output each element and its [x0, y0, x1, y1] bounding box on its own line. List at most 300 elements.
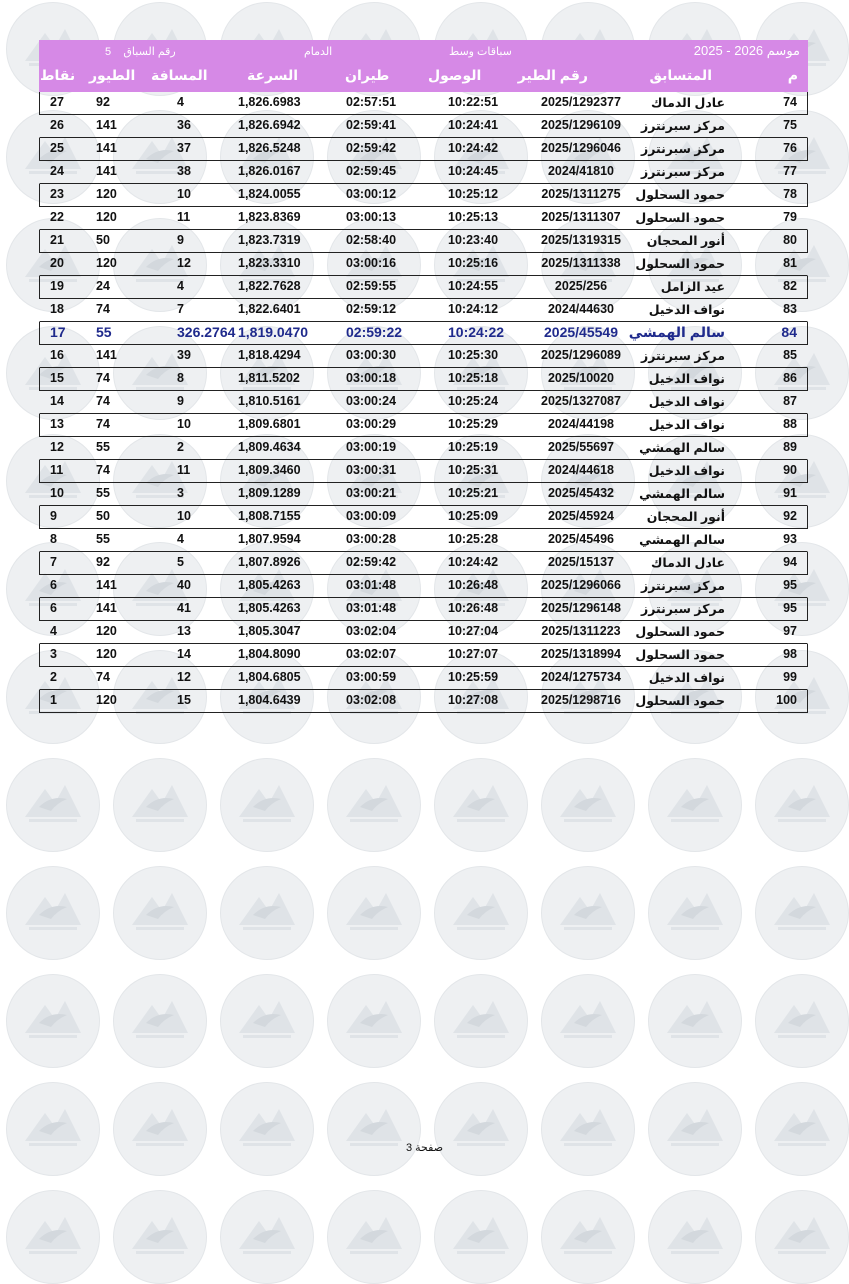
- cell-points: 6: [50, 578, 57, 592]
- cell-rank: 99: [783, 670, 797, 684]
- cell-points: 13: [50, 417, 64, 431]
- cell-distance: 39: [177, 348, 191, 362]
- cell-arrival: 10:25:12: [448, 187, 499, 201]
- cell-birds: 120: [96, 647, 117, 661]
- cell-arrival: 10:25:18: [448, 371, 499, 385]
- table-row: [39, 345, 808, 368]
- table-row: [39, 644, 808, 667]
- watermark-logo: [113, 1190, 207, 1284]
- cell-name: مركز سبرنترز: [641, 579, 725, 593]
- cell-birds: 55: [96, 324, 112, 340]
- watermark-logo: [541, 1082, 635, 1176]
- table-row: [39, 621, 808, 644]
- cell-points: 22: [50, 210, 64, 224]
- cell-ring: 2025/1319315: [541, 233, 621, 247]
- race-number-value: 5: [105, 46, 112, 58]
- cell-rank: 100: [776, 693, 797, 707]
- cell-flight: 03:00:59: [346, 670, 397, 684]
- watermark-logo: [541, 866, 635, 960]
- cell-name: نواف الدخيل: [648, 464, 725, 478]
- cell-ring: 2025/1311307: [541, 210, 621, 224]
- watermark-logo: [648, 758, 742, 852]
- cell-points: 15: [50, 371, 64, 385]
- cell-speed: 1,824.0055: [238, 187, 301, 201]
- col-distance: المسافة: [151, 67, 208, 83]
- watermark-logo: [113, 1082, 207, 1176]
- table-row: [39, 391, 808, 414]
- cell-speed: 1,805.3047: [238, 624, 301, 638]
- table-row: [39, 506, 808, 529]
- cell-speed: 1,809.4634: [238, 440, 301, 454]
- cell-rank: 95: [783, 578, 797, 592]
- table-row: [39, 161, 808, 184]
- cell-flight: 03:00:12: [346, 187, 397, 201]
- cell-flight: 02:58:40: [346, 233, 397, 247]
- cell-speed: 1,818.4294: [238, 348, 301, 362]
- cell-ring: 2025/1292377: [541, 95, 621, 109]
- cell-name: نواف الدخيل: [648, 372, 725, 386]
- cell-ring: 2025/1327087: [541, 394, 621, 408]
- cell-rank: 87: [783, 394, 797, 408]
- table-row: [39, 230, 808, 253]
- cell-name: مركز سبرنترز: [641, 349, 725, 363]
- cell-flight: 03:00:24: [346, 394, 397, 408]
- watermark-logo: [434, 758, 528, 852]
- cell-arrival: 10:24:41: [448, 118, 499, 132]
- cell-rank: 93: [783, 532, 797, 546]
- cell-flight: 02:57:51: [346, 95, 397, 109]
- cell-rank: 85: [783, 348, 797, 362]
- cell-arrival: 10:27:07: [448, 647, 499, 661]
- cell-speed: 1,822.7628: [238, 279, 301, 293]
- cell-flight: 03:00:31: [346, 463, 397, 477]
- cell-ring: 2024/44630: [547, 302, 615, 316]
- cell-distance: 13: [177, 624, 191, 638]
- watermark-logo: [648, 1190, 742, 1284]
- cell-birds: 120: [96, 624, 117, 638]
- cell-flight: 03:02:08: [346, 693, 397, 707]
- cell-birds: 50: [96, 233, 110, 247]
- cell-birds: 92: [96, 95, 110, 109]
- cell-points: 3: [50, 647, 57, 661]
- cell-points: 19: [50, 279, 64, 293]
- table-body: [39, 92, 808, 713]
- watermark-logo: [113, 974, 207, 1068]
- watermark-logo: [434, 1082, 528, 1176]
- watermark-logo: [6, 758, 100, 852]
- table-row: [39, 552, 808, 575]
- cell-flight: 03:00:18: [346, 371, 397, 385]
- cell-arrival: 10:25:59: [448, 670, 499, 684]
- cell-flight: 02:59:55: [346, 279, 397, 293]
- cell-speed: 1,805.4263: [238, 578, 301, 592]
- cell-arrival: 10:27:04: [448, 624, 499, 638]
- cell-birds: 141: [96, 348, 117, 362]
- cell-speed: 1,804.8090: [238, 647, 301, 661]
- watermark-logo: [541, 1190, 635, 1284]
- cell-rank: 74: [783, 95, 797, 109]
- cell-speed: 1,804.6439: [238, 693, 301, 707]
- watermark-logo: [327, 866, 421, 960]
- cell-name: مركز سبرنترز: [641, 165, 725, 179]
- watermark-logo: [755, 1190, 849, 1284]
- cell-name: نواف الدخيل: [648, 395, 725, 409]
- table-row: [39, 667, 808, 690]
- cell-name: سالم الهمشي: [628, 324, 725, 340]
- watermark-logo: [648, 1082, 742, 1176]
- table-row: [39, 598, 808, 621]
- cell-rank: 86: [783, 371, 797, 385]
- cell-name: حمود السحلول: [635, 648, 725, 662]
- cell-distance: 4: [177, 95, 184, 109]
- cell-name: عيد الزامل: [660, 280, 725, 294]
- cell-distance: 15: [177, 693, 191, 707]
- cell-rank: 75: [783, 118, 797, 132]
- cell-speed: 1,809.3460: [238, 463, 301, 477]
- cell-points: 16: [50, 348, 64, 362]
- cell-birds: 74: [96, 670, 110, 684]
- cell-birds: 24: [96, 279, 110, 293]
- cell-rank: 89: [783, 440, 797, 454]
- table-row: [39, 414, 808, 437]
- cell-arrival: 10:24:22: [448, 324, 505, 340]
- col-rank: م: [787, 67, 798, 83]
- table-row: [39, 460, 808, 483]
- cell-distance: 10: [177, 509, 191, 523]
- cell-rank: 88: [783, 417, 797, 431]
- cell-speed: 1,809.6801: [238, 417, 301, 431]
- cell-ring: 2024/1275734: [541, 670, 621, 684]
- cell-flight: 02:59:42: [346, 555, 397, 569]
- cell-arrival: 10:23:40: [448, 233, 499, 247]
- table-row: [39, 138, 808, 161]
- watermark-logo: [434, 974, 528, 1068]
- table-row: [39, 322, 808, 345]
- cell-rank: 82: [783, 279, 797, 293]
- cell-arrival: 10:25:30: [448, 348, 499, 362]
- cell-ring: 2025/45496: [547, 532, 615, 546]
- cell-ring: 2025/45924: [547, 509, 615, 523]
- cell-rank: 91: [783, 486, 797, 500]
- cell-speed: 1,823.3310: [238, 256, 301, 270]
- cell-arrival: 10:25:19: [448, 440, 499, 454]
- table-header: [39, 40, 808, 92]
- watermark-logo: [6, 974, 100, 1068]
- cell-distance: 12: [177, 256, 191, 270]
- cell-points: 6: [50, 601, 57, 615]
- watermark-logo: [113, 758, 207, 852]
- cell-distance: 12: [177, 670, 191, 684]
- race-number-label: رقم السباق: [123, 46, 176, 58]
- race-type-label: سباقات وسط: [449, 46, 512, 58]
- cell-distance: 8: [177, 371, 184, 385]
- cell-arrival: 10:25:21: [448, 486, 499, 500]
- cell-arrival: 10:25:31: [448, 463, 499, 477]
- cell-distance: 9: [177, 233, 184, 247]
- cell-distance: 11: [177, 210, 191, 224]
- cell-points: 18: [50, 302, 64, 316]
- watermark-logo: [541, 974, 635, 1068]
- cell-birds: 50: [96, 509, 110, 523]
- cell-flight: 02:59:12: [346, 302, 397, 316]
- watermark-logo: [327, 758, 421, 852]
- cell-points: 7: [50, 555, 57, 569]
- cell-name: عادل الدماك: [650, 556, 725, 570]
- watermark-logo: [220, 974, 314, 1068]
- cell-ring: 2024/41810: [547, 164, 615, 178]
- cell-points: 11: [50, 463, 64, 477]
- col-ring: رقم الطير: [517, 67, 588, 83]
- cell-distance: 38: [177, 164, 191, 178]
- watermark-logo: [327, 974, 421, 1068]
- watermark-logo: [648, 866, 742, 960]
- cell-ring: 2025/15137: [547, 555, 615, 569]
- watermark-logo: [434, 1190, 528, 1284]
- cell-birds: 74: [96, 302, 110, 316]
- watermark-logo: [648, 974, 742, 1068]
- city-label: الدمام: [304, 46, 333, 58]
- cell-ring: 2025/1296046: [541, 141, 621, 155]
- table-row: [39, 115, 808, 138]
- cell-ring: 2025/1296109: [541, 118, 621, 132]
- cell-birds: 141: [96, 578, 117, 592]
- cell-name: أنور المحجان: [646, 510, 725, 524]
- table-row: [39, 92, 808, 115]
- cell-speed: 1,823.7319: [238, 233, 301, 247]
- cell-birds: 55: [96, 440, 110, 454]
- cell-birds: 120: [96, 256, 117, 270]
- cell-points: 24: [50, 164, 64, 178]
- cell-rank: 78: [783, 187, 797, 201]
- cell-name: حمود السحلول: [635, 694, 725, 708]
- cell-speed: 1,826.0167: [238, 164, 301, 178]
- page-number: صفحة 3: [405, 1142, 444, 1154]
- cell-speed: 1,819.0470: [238, 324, 309, 340]
- watermark-logo: [541, 758, 635, 852]
- cell-distance: 4: [177, 532, 184, 546]
- cell-name: سالم الهمشي: [639, 487, 725, 501]
- cell-distance: 10: [177, 187, 191, 201]
- table-row: [39, 299, 808, 322]
- watermark-logo: [6, 1082, 100, 1176]
- table-row: [39, 207, 808, 230]
- cell-ring: 2024/44618: [547, 463, 615, 477]
- table-row: [39, 483, 808, 506]
- cell-points: 8: [50, 532, 57, 546]
- cell-rank: 92: [783, 509, 797, 523]
- cell-distance: 5: [177, 555, 184, 569]
- cell-flight: 03:00:28: [346, 532, 397, 546]
- cell-name: نواف الدخيل: [648, 418, 725, 432]
- cell-ring: 2025/1296089: [541, 348, 621, 362]
- cell-name: مركز سبرنترز: [641, 602, 725, 616]
- cell-speed: 1,807.8926: [238, 555, 301, 569]
- cell-arrival: 10:25:24: [448, 394, 499, 408]
- cell-rank: 94: [783, 555, 797, 569]
- cell-birds: 141: [96, 118, 117, 132]
- cell-ring: 2025/1311223: [541, 624, 621, 638]
- cell-rank: 97: [783, 624, 797, 638]
- cell-distance: 41: [177, 601, 191, 615]
- table-row: [39, 253, 808, 276]
- cell-speed: 1,826.5248: [238, 141, 301, 155]
- cell-name: نواف الدخيل: [648, 303, 725, 317]
- cell-rank: 98: [783, 647, 797, 661]
- cell-arrival: 10:24:42: [448, 555, 499, 569]
- cell-flight: 03:02:04: [346, 624, 397, 638]
- watermark-logo: [220, 1190, 314, 1284]
- cell-points: 26: [50, 118, 64, 132]
- col-flight: طيران: [345, 67, 390, 83]
- cell-distance: 10: [177, 417, 191, 431]
- cell-speed: 1,826.6983: [238, 95, 301, 109]
- cell-birds: 141: [96, 141, 117, 155]
- cell-rank: 77: [783, 164, 797, 178]
- cell-speed: 1,807.9594: [238, 532, 301, 546]
- cell-points: 23: [50, 187, 64, 201]
- cell-speed: 1,823.8369: [238, 210, 301, 224]
- watermark-logo: [220, 1082, 314, 1176]
- cell-name: مركز سبرنترز: [641, 119, 725, 133]
- cell-speed: 1,811.5202: [238, 371, 300, 385]
- cell-distance: 40: [177, 578, 191, 592]
- cell-birds: 141: [96, 601, 117, 615]
- cell-rank: 95: [783, 601, 797, 615]
- cell-arrival: 10:24:42: [448, 141, 499, 155]
- cell-name: نواف الدخيل: [648, 671, 725, 685]
- cell-birds: 92: [96, 555, 110, 569]
- table-row: [39, 184, 808, 207]
- cell-speed: 1,810.5161: [238, 394, 301, 408]
- cell-birds: 74: [96, 417, 110, 431]
- cell-points: 14: [50, 394, 64, 408]
- watermark-logo: [755, 974, 849, 1068]
- cell-ring: 2025/1296066: [541, 578, 621, 592]
- cell-birds: 141: [96, 164, 117, 178]
- watermark-logo: [6, 866, 100, 960]
- cell-distance: 3: [177, 486, 184, 500]
- watermark-logo: [755, 866, 849, 960]
- cell-arrival: 10:26:48: [448, 601, 499, 615]
- cell-flight: 03:00:19: [346, 440, 397, 454]
- season-label: موسم 2026 - 2025: [693, 43, 800, 58]
- cell-distance: 7: [177, 302, 184, 316]
- race-number: [105, 45, 176, 58]
- cell-name: حمود السحلول: [635, 625, 725, 639]
- cell-distance: 37: [177, 141, 191, 155]
- cell-rank: 84: [781, 324, 797, 340]
- cell-speed: 1,805.4263: [238, 601, 301, 615]
- cell-name: سالم الهمشي: [639, 533, 725, 547]
- cell-ring: 2025/1311275: [541, 187, 621, 201]
- cell-ring: 2024/44198: [547, 417, 615, 431]
- cell-arrival: 10:24:55: [448, 279, 499, 293]
- cell-birds: 120: [96, 187, 117, 201]
- table-row: [39, 529, 808, 552]
- cell-flight: 02:59:22: [346, 324, 403, 340]
- cell-distance: 9: [177, 394, 184, 408]
- cell-points: 2: [50, 670, 57, 684]
- cell-flight: 03:00:09: [346, 509, 397, 523]
- cell-ring: 2025/10020: [547, 371, 615, 385]
- cell-arrival: 10:25:29: [448, 417, 499, 431]
- col-points: نقاط: [40, 67, 76, 83]
- cell-rank: 83: [783, 302, 797, 316]
- watermark-logo: [6, 1190, 100, 1284]
- table-row: [39, 276, 808, 299]
- cell-name: حمود السحلول: [635, 188, 725, 202]
- watermark-logo: [434, 866, 528, 960]
- cell-name: حمود السحلول: [635, 211, 725, 225]
- cell-distance: 2: [177, 440, 184, 454]
- cell-birds: 74: [96, 394, 110, 408]
- table-row: [39, 690, 808, 713]
- cell-ring: 2025/45549: [544, 324, 618, 340]
- cell-points: 27: [50, 95, 64, 109]
- cell-rank: 81: [783, 256, 797, 270]
- cell-birds: 55: [96, 532, 110, 546]
- cell-speed: 1,822.6401: [238, 302, 301, 316]
- watermark-logo: [755, 1082, 849, 1176]
- cell-ring: 2025/1318994: [541, 647, 621, 661]
- cell-arrival: 10:25:13: [448, 210, 499, 224]
- cell-distance: 326.2764: [177, 324, 236, 340]
- cell-points: 4: [50, 624, 57, 638]
- cell-name: سالم الهمشي: [639, 441, 725, 455]
- watermark-logo: [327, 1190, 421, 1284]
- cell-name: حمود السحلول: [635, 257, 725, 271]
- cell-flight: 03:01:48: [346, 578, 397, 592]
- cell-arrival: 10:25:28: [448, 532, 499, 546]
- cell-flight: 03:00:29: [346, 417, 397, 431]
- watermark-logo: [755, 758, 849, 852]
- table-row: [39, 437, 808, 460]
- cell-points: 10: [50, 486, 64, 500]
- cell-points: 21: [50, 233, 64, 247]
- watermark-logo: [220, 866, 314, 960]
- cell-distance: 14: [177, 647, 191, 661]
- cell-arrival: 10:26:48: [448, 578, 499, 592]
- cell-ring: 2025/55697: [547, 440, 615, 454]
- cell-flight: 02:59:45: [346, 164, 397, 178]
- cell-distance: 4: [177, 279, 184, 293]
- cell-birds: 120: [96, 693, 117, 707]
- cell-arrival: 10:25:09: [448, 509, 499, 523]
- cell-speed: 1,809.1289: [238, 486, 301, 500]
- cell-arrival: 10:27:08: [448, 693, 499, 707]
- results-table: [39, 40, 808, 713]
- cell-points: 25: [50, 141, 64, 155]
- cell-name: مركز سبرنترز: [641, 142, 725, 156]
- cell-speed: 1,804.6805: [238, 670, 301, 684]
- cell-points: 20: [50, 256, 64, 270]
- watermark-logo: [113, 866, 207, 960]
- cell-flight: 03:00:16: [346, 256, 397, 270]
- cell-points: 17: [50, 324, 66, 340]
- cell-distance: 36: [177, 118, 191, 132]
- cell-flight: 03:02:07: [346, 647, 397, 661]
- watermark-logo: [220, 758, 314, 852]
- col-arrival: الوصول: [428, 67, 482, 83]
- cell-birds: 74: [96, 371, 110, 385]
- cell-speed: 1,826.6942: [238, 118, 301, 132]
- col-speed: السرعة: [247, 67, 299, 83]
- table-row: [39, 575, 808, 598]
- cell-rank: 80: [783, 233, 797, 247]
- cell-birds: 55: [96, 486, 110, 500]
- cell-arrival: 10:24:12: [448, 302, 499, 316]
- cell-ring: 2025/45432: [547, 486, 615, 500]
